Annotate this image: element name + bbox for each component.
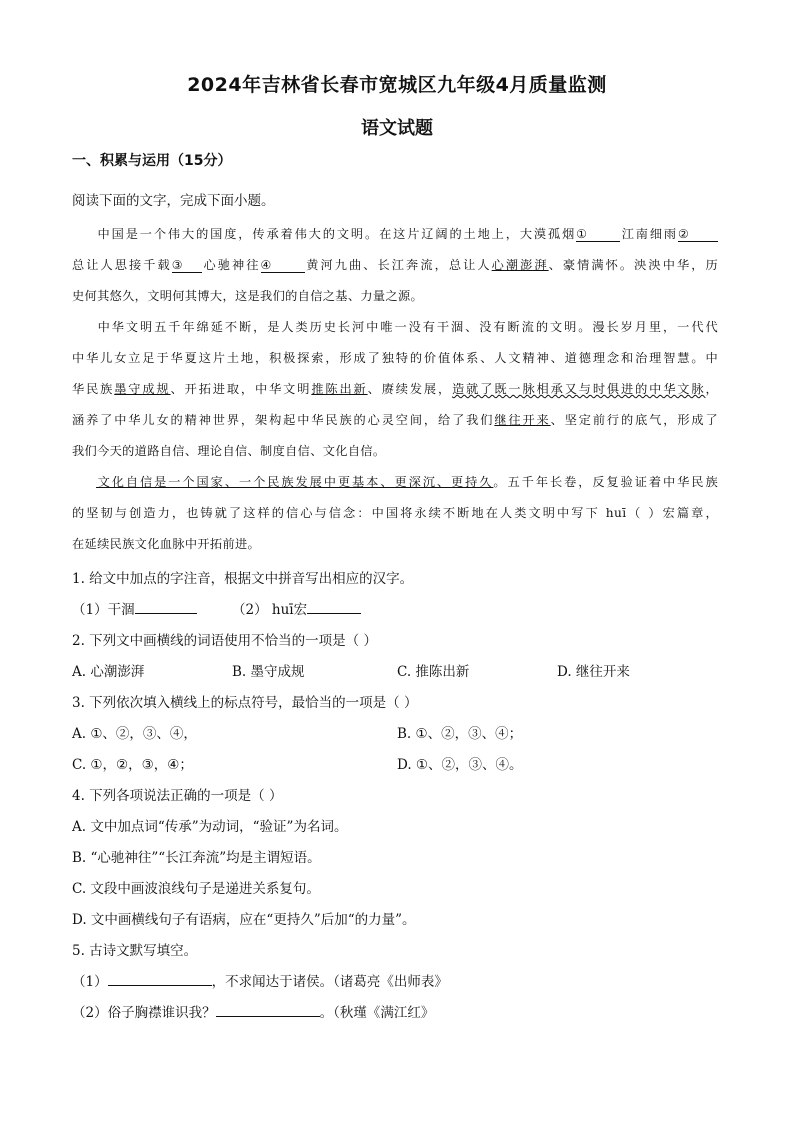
passage-p2-line4: 涵养了中华儿女的精神世界，架构起中华民族的心灵空间，给了我们继往开来、坚定前行的底气，形成了 (72, 413, 719, 427)
passage-p1-line3: 史何其悠久，文明何其博大，这是我们的自信之基、力量之源。 (72, 289, 424, 303)
question-3-stem: 3. 下列依次填入横线上的标点符号，最恰当的一项是（ ） (72, 695, 418, 711)
q5-item-1: （1） ，不求闻达于诸侯。（诸葛亮《出师表》 (72, 974, 448, 990)
blank-2: ② (678, 227, 718, 242)
question-4-stem: 4. 下列各项说法正确的一项是（ ） (72, 788, 283, 804)
q4-option-d[interactable]: D. 文中画横线句子有语病，应在“更持久”后加“的力量”。 (72, 912, 416, 928)
q3-option-b[interactable]: B. ①、②，③、④； (397, 726, 523, 742)
question-2-stem: 2. 下列文中画横线的词语使用不恰当的一项是（ ） (72, 633, 377, 649)
passage-p2-line2: 中华儿女立足于华夏这片土地，积极探索，形成了独特的价值体系、人文精神、道德理念和治理智慧。中 (72, 351, 718, 365)
q2-option-a[interactable]: A. 心潮澎湃 (72, 664, 145, 680)
q3-option-a[interactable]: A. ①、②，③、④， (72, 726, 197, 742)
question-5-stem: 5. 古诗文默写填空。 (72, 943, 198, 959)
passage-p2-line5: 我们今天的道路自信、理论自信、制度自信、文化自信。 (72, 444, 386, 458)
q2-option-b[interactable]: B. 墨守成规 (232, 664, 305, 680)
word-xinchao: 心潮澎湃 (491, 258, 549, 272)
blank-1: ① (576, 227, 620, 242)
word-tuichen: 推陈出新 (311, 382, 368, 396)
q5-item-2: （2）俗子胸襟谁识我？ 。（秋瑾《满江红》 (72, 1005, 435, 1021)
exam-subtitle: 语文试题 (361, 118, 433, 139)
passage-p3-line2: 的坚韧与创造力，也铸就了这样的信心与信念：中国将永续不断地在人类文明中写下 huī（ ）宏篇章， (72, 506, 718, 520)
passage-p1-line2: 总让人思接千载③ 心驰神往④ 黄河九曲、长江奔流，总让人心潮澎湃、豪情满怀。泱泱中华，历 (72, 258, 718, 272)
q1-item-1: （1）干涸 (72, 598, 197, 618)
q4-option-c[interactable]: C. 文段中画波浪线句子是递进关系复句。 (72, 881, 320, 897)
q4-option-a[interactable]: A. 文中加点词“传承”为动词，“验证”为名词。 (72, 819, 348, 835)
q3-option-d[interactable]: D. ①、②，③、④。 (397, 757, 523, 773)
section-intro: 阅读下面的文字，完成下面小题。 (72, 193, 275, 209)
blank-4: ④ (261, 258, 305, 273)
underlined-sentence: 文化自信是一个国家、一个民族发展中更基本、更深沉、更持久 (96, 475, 494, 489)
q3-option-c[interactable]: C. ①，②，③，④； (72, 757, 193, 773)
wavy-sentence: 造就了既一脉相承又与时俱进的中华文脉 (452, 382, 706, 396)
question-1-stem: 1. 给文中加点的字注音，根据文中拼音写出相应的汉字。 (72, 571, 414, 587)
q2-option-d[interactable]: D. 继往开来 (557, 664, 630, 680)
word-moshou: 墨守成规 (114, 382, 171, 396)
passage-p2-line1: 中华文明五千年绵延不断，是人类历史长河中唯一没有干涸、没有断流的文明。漫长岁月里，一代代 (96, 320, 718, 334)
q2-option-c[interactable]: C. 推陈出新 (397, 664, 470, 680)
section-heading: 一、积累与运用（15分） (72, 153, 232, 169)
word-jiwang: 继往开来 (494, 413, 551, 427)
passage-p2-line3: 华民族墨守成规、开拓进取，中华文明推陈出新、赓续发展，造就了既一脉相承又与时俱进的中华文脉， (72, 382, 719, 396)
passage-p3-line3: 在延续民族文化血脉中开拓前进。 (72, 537, 261, 551)
q5-answer-blank-1[interactable] (108, 985, 212, 986)
q1-answer-blank-2[interactable] (307, 613, 361, 614)
q1-item-2: （2） huī宏 (232, 598, 361, 618)
q1-answer-blank-1[interactable] (135, 613, 197, 614)
blank-3: ③ (172, 258, 202, 273)
passage-p3-line1: 文化自信是一个国家、一个民族发展中更基本、更深沉、更持久。五千年长卷，反复验证着中华民族 (96, 475, 718, 489)
q4-option-b[interactable]: B. “心驰神往”“长江奔流”均是主谓短语。 (72, 850, 321, 866)
passage-p1-line1: 中国是一个伟大的国度，传承着伟大的文明。在这片辽阔的土地上，大漠孤烟① 江南细雨② (72, 225, 718, 242)
exam-title: 2024年吉林省长春市宽城区九年级4月质量监测 (187, 74, 607, 96)
q5-answer-blank-2[interactable] (216, 1016, 320, 1017)
